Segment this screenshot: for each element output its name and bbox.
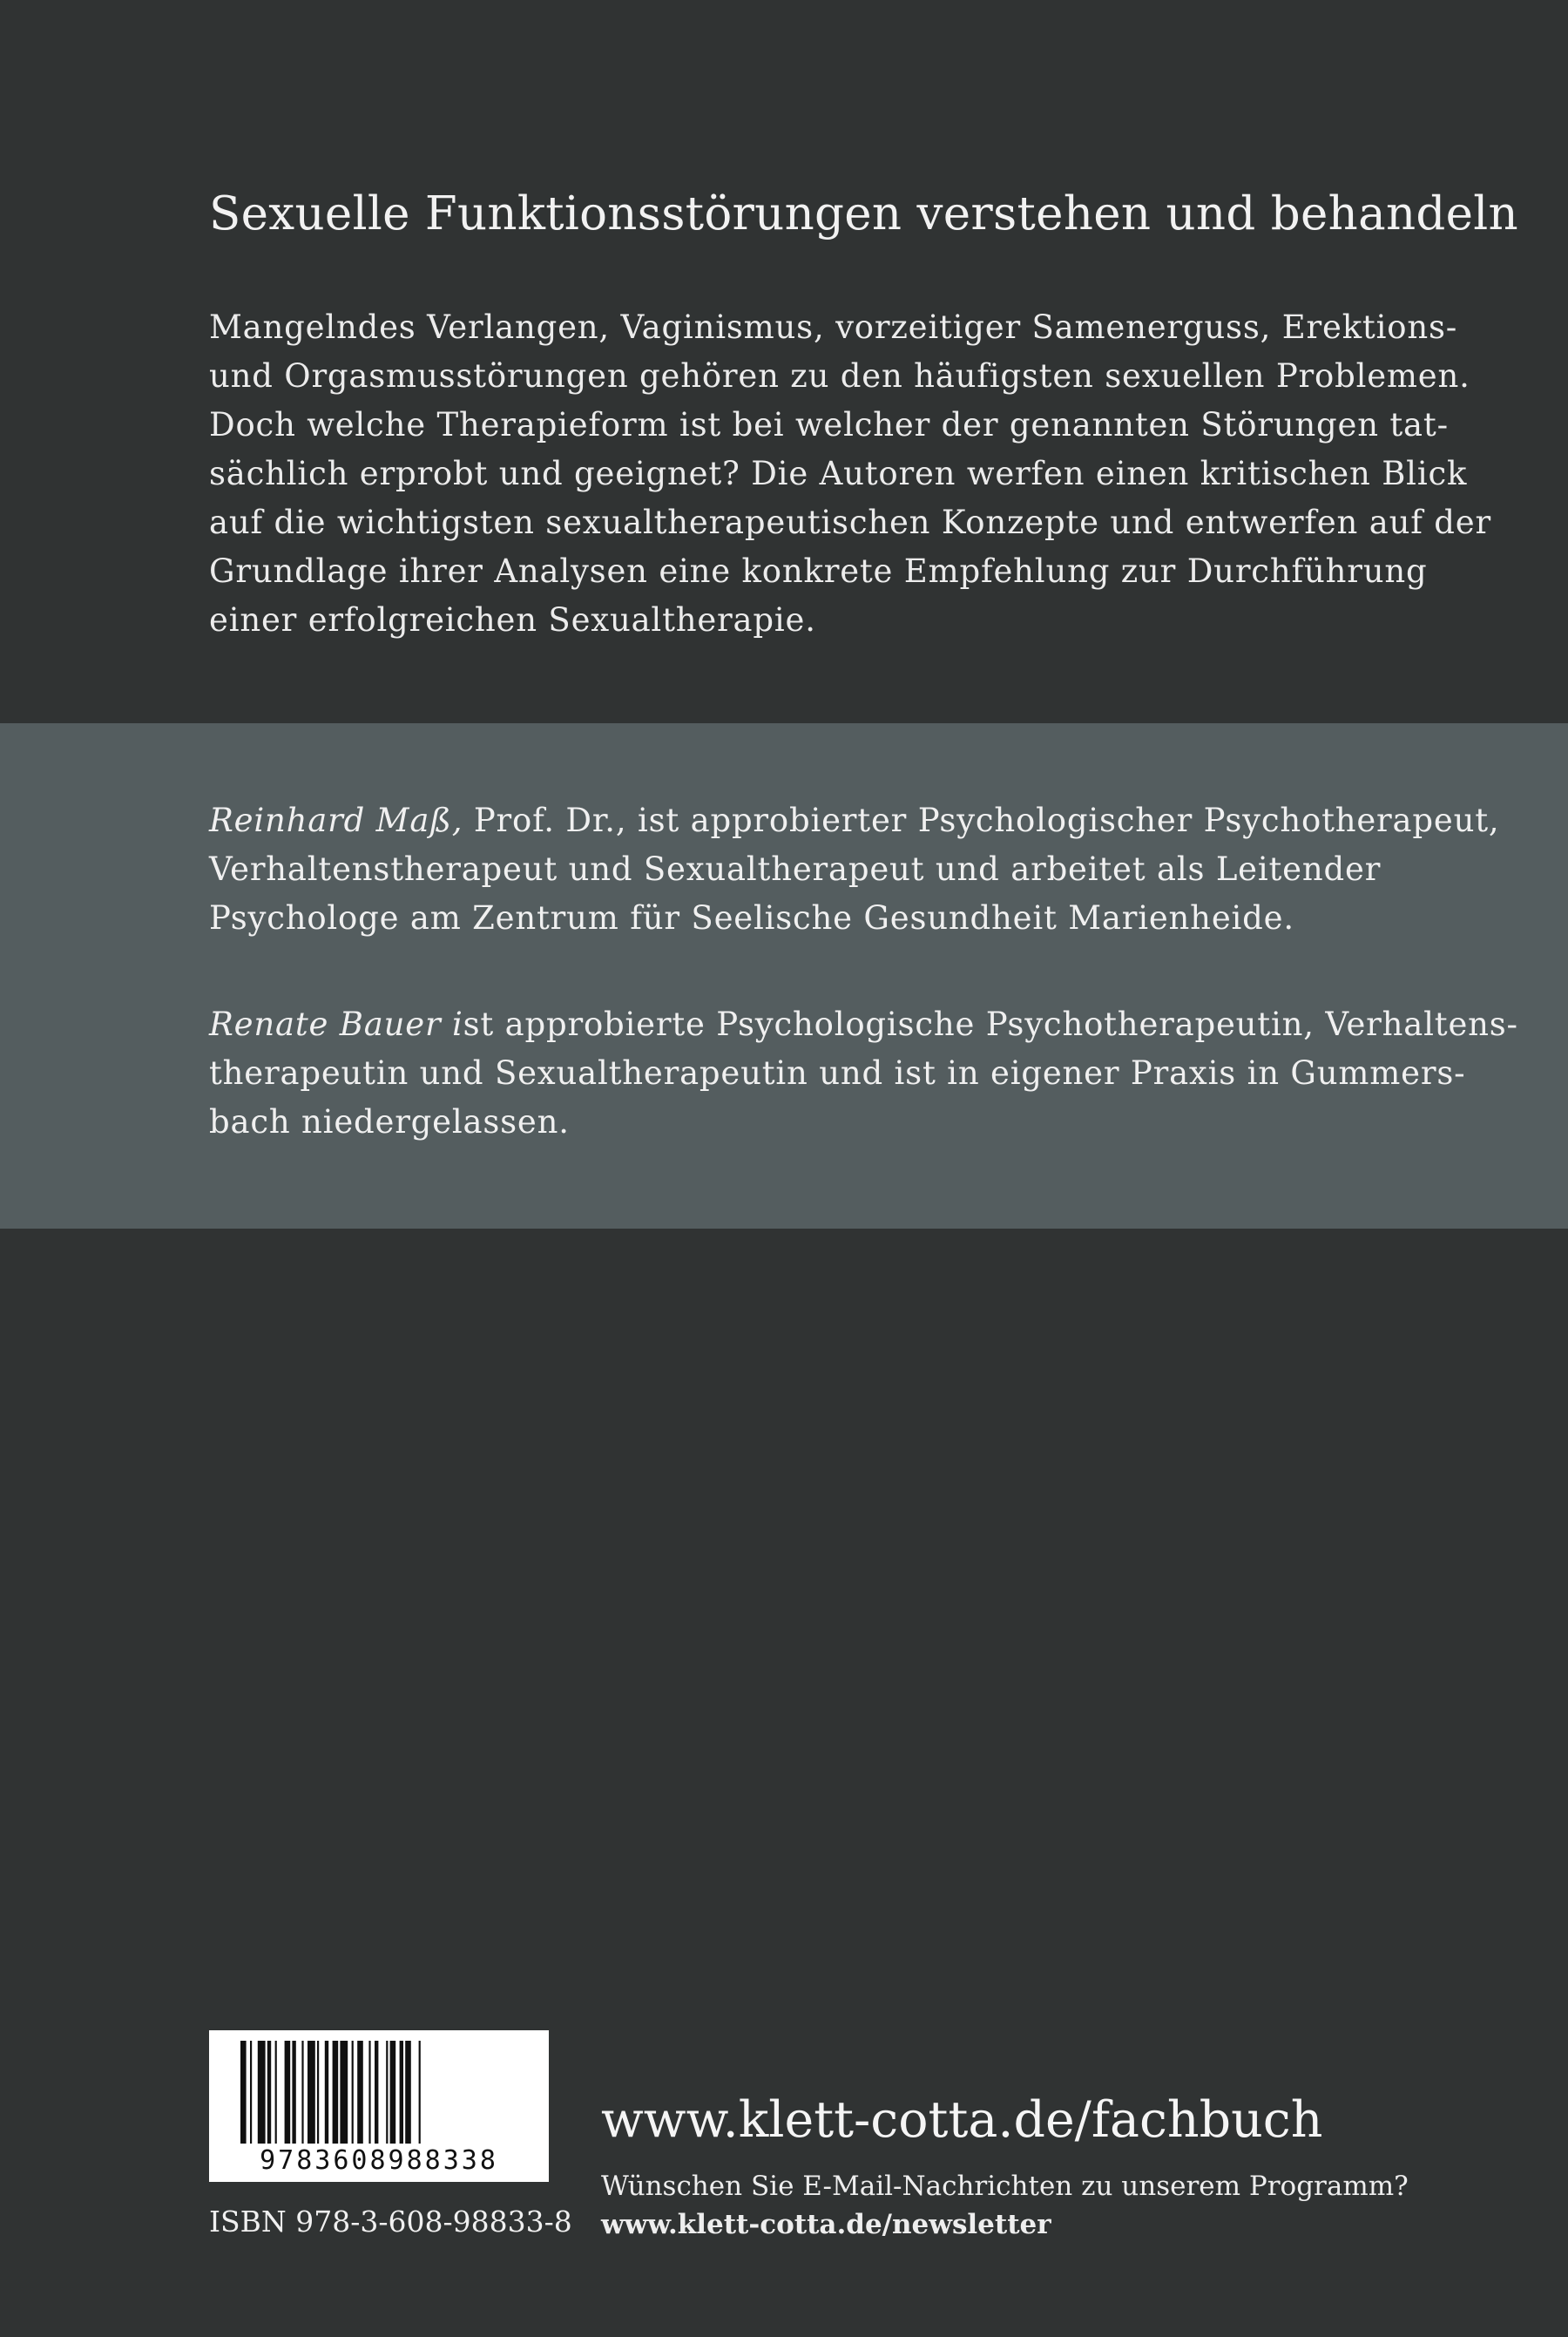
author-bio-mass <box>209 796 1500 943</box>
barcode-bar <box>325 2041 328 2144</box>
description-line: und Orgasmusstörungen gehören zu den häufigsten sexuellen Problemen. <box>209 357 1470 395</box>
book-description <box>209 303 1491 645</box>
bio-text: Prof. Dr., ist approbierter Psychologischer Psychotherapeut, <box>463 802 1500 839</box>
barcode-bar <box>240 2041 247 2144</box>
bio-line: therapeutin und Sexualtherapeutin und ist in eigener Praxis in Gummers- <box>209 1054 1466 1092</box>
barcode-bar <box>375 2041 378 2144</box>
barcode-bar <box>405 2041 411 2144</box>
barcode-bar <box>250 2041 252 2144</box>
bio-text: st approbierte Psychologische Psychotherapeutin, Verhaltens- <box>463 1006 1518 1043</box>
barcode-bar <box>317 2041 319 2144</box>
barcode-bar <box>340 2041 348 2144</box>
barcode-bar <box>285 2041 291 2144</box>
barcode-bar <box>333 2041 339 2144</box>
publisher-website-link[interactable]: www.klett-cotta.de/fachbuch <box>601 2091 1323 2149</box>
author-bio-bauer <box>209 1000 1518 1147</box>
bio-line: Psychologe am Zentrum für Seelische Gesundheit Marienheide. <box>209 899 1294 937</box>
barcode-bar <box>386 2041 388 2144</box>
isbn-barcode <box>209 2030 549 2182</box>
barcode-bar <box>301 2041 303 2144</box>
description-line: auf die wichtigsten sexualtherapeutischen Konzepte und entwerfen auf der <box>209 504 1491 541</box>
description-line: sächlich erprobt und geeignet? Die Autoren werfen einen kritischen Blick <box>209 455 1468 492</box>
newsletter-prompt: Wünschen Sie E-Mail-Nachrichten zu unserem Programm? <box>601 2171 1409 2202</box>
barcode-bar <box>267 2041 271 2144</box>
description-line: Doch welche Therapieform ist bei welcher der genannten Störungen tat- <box>209 406 1449 444</box>
bio-line: Verhaltenstherapeut und Sexualtherapeut und arbeitet als Leitender <box>209 850 1382 888</box>
barcode-bar <box>352 2041 354 2144</box>
barcode-bar <box>390 2041 396 2144</box>
description-line: einer erfolgreichen Sexualtherapie. <box>209 601 816 639</box>
bio-line <box>209 796 1500 845</box>
bio-line <box>209 1000 1518 1049</box>
barcode-bar <box>275 2041 277 2144</box>
newsletter-link[interactable]: www.klett-cotta.de/newsletter <box>601 2209 1051 2240</box>
barcode-bar <box>308 2041 315 2144</box>
barcode-bar <box>368 2041 370 2144</box>
bio-line: bach niedergelassen. <box>209 1103 570 1141</box>
barcode-digits: 9783608988338 <box>260 2145 498 2176</box>
author-name: Reinhard Maß, <box>209 802 463 839</box>
barcode-bar <box>357 2041 363 2144</box>
author-name: Renate Bauer i <box>209 1006 463 1043</box>
barcode-bar <box>419 2041 421 2144</box>
barcode-bar <box>400 2041 403 2144</box>
isbn-number: ISBN 978-3-608-98833-8 <box>209 2205 572 2239</box>
barcode-bar <box>292 2041 295 2144</box>
barcode-bar <box>258 2041 266 2144</box>
description-line: Grundlage ihrer Analysen eine konkrete Empfehlung zur Durchführung <box>209 552 1428 590</box>
book-headline: Sexuelle Funktionsstörungen verstehen und behandeln <box>209 187 1518 240</box>
description-line: Mangelndes Verlangen, Vaginismus, vorzeitiger Samenerguss, Erektions- <box>209 308 1458 346</box>
